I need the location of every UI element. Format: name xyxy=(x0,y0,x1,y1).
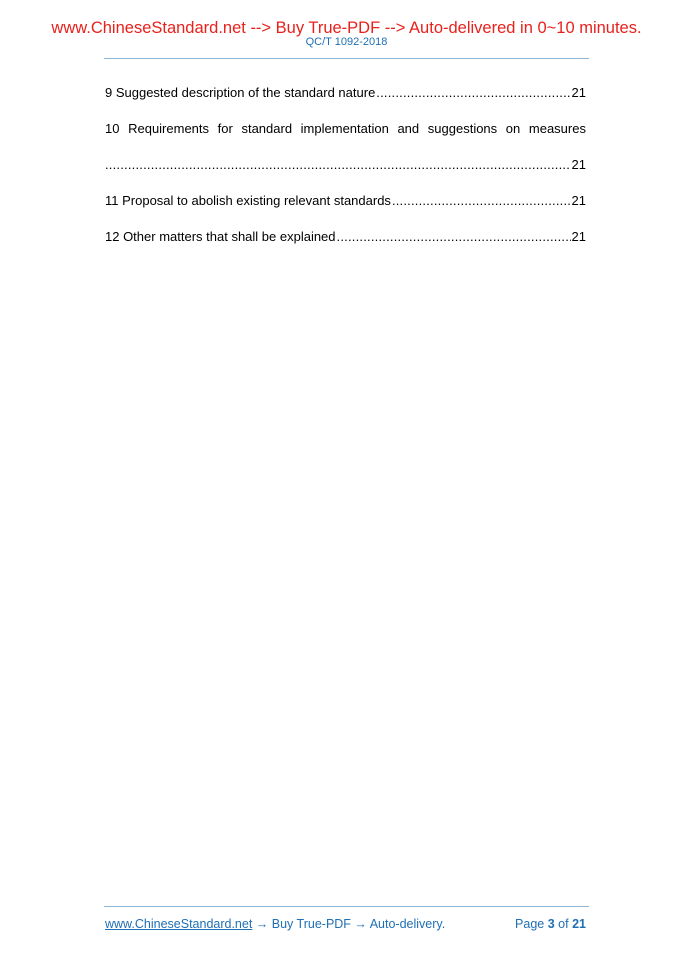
toc-entry[interactable] xyxy=(105,227,586,246)
toc-entry-page: 21 xyxy=(571,157,586,172)
toc-word: suggestions xyxy=(427,121,498,136)
document-code: QC/T 1092-2018 xyxy=(305,36,388,48)
page-footer xyxy=(105,916,586,932)
source-banner: www.ChineseStandard.net --> Buy True-PDF --> Auto-delivered in 0~10 minutes. xyxy=(51,19,642,37)
footer-delivery-text: → Buy True-PDF → Auto-delivery. xyxy=(252,917,446,931)
toc-entry[interactable] xyxy=(105,83,586,102)
toc-leader-dots xyxy=(337,227,571,246)
toc-entry-page: 21 xyxy=(571,85,586,100)
page-number xyxy=(515,916,586,932)
toc-entry-page: 21 xyxy=(571,229,586,244)
toc-word: measures xyxy=(528,121,586,136)
toc-entry-title: 9 Suggested description of the standard nature xyxy=(105,85,376,100)
toc-word: on xyxy=(505,121,521,136)
toc-word: and xyxy=(397,121,420,136)
toc-leader-dots xyxy=(376,83,570,102)
toc-entry-page: 21 xyxy=(571,193,586,208)
toc-word: for xyxy=(217,121,233,136)
toc-leader-dots xyxy=(105,155,571,174)
toc-leader-dots xyxy=(392,191,571,210)
header-divider xyxy=(104,58,589,59)
footer-source xyxy=(105,916,445,932)
table-of-contents xyxy=(105,83,586,246)
toc-entry[interactable] xyxy=(105,191,586,210)
page-current: 3 xyxy=(547,917,555,931)
toc-word: Requirements xyxy=(128,121,210,136)
page-of: of xyxy=(558,917,569,931)
toc-entry-title-justified[interactable] xyxy=(105,119,586,138)
toc-word: standard xyxy=(241,121,293,136)
toc-entry-title: 11 Proposal to abolish existing relevant standards xyxy=(105,193,391,208)
toc-word: 10 xyxy=(105,121,120,136)
footer-divider xyxy=(104,906,589,907)
toc-entry-continuation[interactable] xyxy=(105,155,586,174)
footer-site-link[interactable]: www.ChineseStandard.net xyxy=(105,917,253,931)
toc-word: implementation xyxy=(300,121,389,136)
page-total: 21 xyxy=(572,917,586,931)
toc-entry-title: 12 Other matters that shall be explained xyxy=(105,229,336,244)
page-label: Page xyxy=(515,917,545,931)
